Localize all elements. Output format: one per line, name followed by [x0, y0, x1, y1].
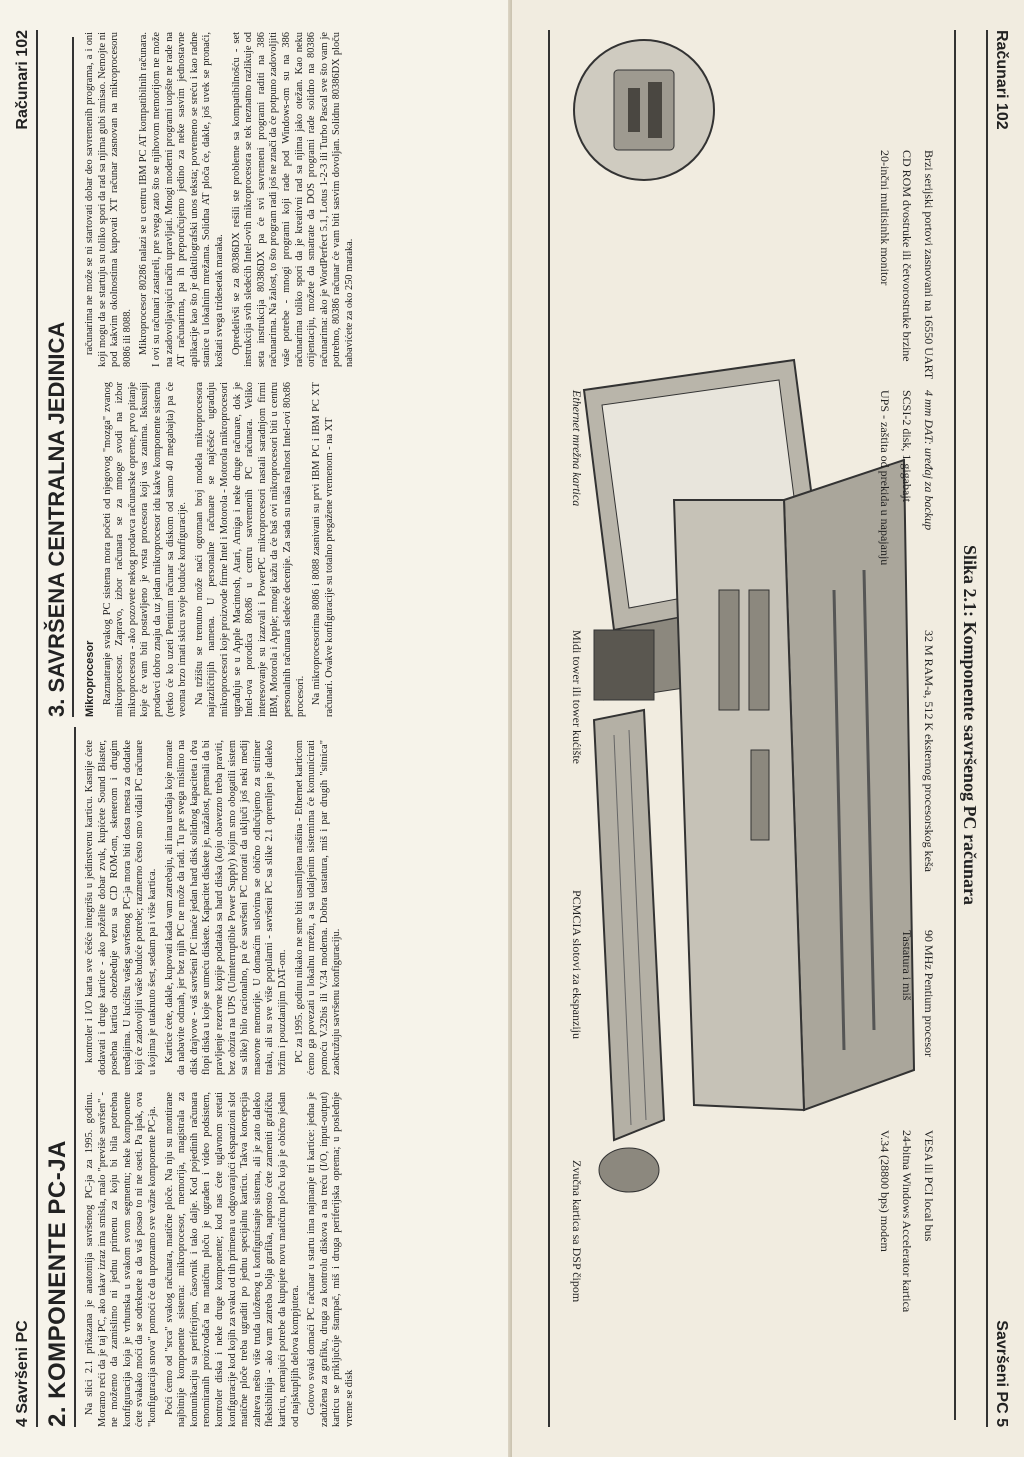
label-ram: 32 M RAM-a, 512 K eksternog procesorskog keša [922, 630, 936, 872]
paragraph: Opredelivši se za 80386DX rešili ste probleme sa kompatibilnošću - set instrukcija svih sledećih Intel-ovih mikroprocesora se tek neznatno razlikuje od seta instrukcija 80386DX pa će svi savremeni programi raditi na 386 računarima. Na žalost, to što program radi još ne znači da će potpuno zadovoljiti vaše potrebe - mnogi programi koji rade pod Windows-om su na 386 računarima toliko spori da je kreativni rad sa njima jako otežan. Kao neku orijentaciju, možete da smatrate da DOS programi rade solidno na 80386 računarima: ako je WordPerfect 5.1, Lotus 1-2-3 ili Turbo Pascal sve što vam je potrebno, 80386 računar će vam biti sasvim dovoljan. Solidnu 80386DX ploču nabavićete za oko 250 maraka. [230, 32, 355, 367]
label-keyboard-mouse: Tastatura i miš [900, 930, 914, 1001]
paragraph: Na mikroprocesorima 8086 i 8088 zasnivani su prvi IBM PC i IBM PC XT računari. Ovakve konfiguracije su totalno pregažene vremenom - na XT [311, 382, 335, 717]
mouse-illustration [599, 1148, 659, 1192]
left-folio-left: 4 Savršeni PC [14, 1320, 31, 1427]
left-folio-right: Računari 102 [14, 30, 31, 130]
figure-caption: Slika 2.1: Komponente savršenog PC računara [954, 30, 980, 1420]
right-page-content [512, 0, 1024, 1457]
right-page [512, 0, 1024, 1457]
left-page-folio [10, 30, 38, 1427]
paragraph: Poći ćemo od "srca" svakog računara, matične ploče. Na nju su montirane najbitnije komponente sistema: mikroprocesor, memorija, magistrala za komunikaciju sa periferijom, časovnik i tako dalje. Kod pojedinih računara renomiranih proizvođača na matičnu ploču je ugrađen i video podsistem, kontroler diska i neke druge komponente; kod nas ćete uglavnom sretati konfiguracije kod kojih za svaku od tih primena u odgovarajući ekspanzioni slot matične ploče treba ugraditi po jednu specijalnu karticu. Takva koncepcija zahteva nešto više truda uloženog u konfigurisanje sistema, ali je zato daleko fleksibilnija - ako vam zatreba bolja grafika, naprosto ćete zameniti grafičku karticu, nemajući potrebe da kupujete novu matičnu ploču koja je obično jedan od najskupljih delova kompjutera. [163, 1092, 301, 1427]
paragraph: Gotovo svaki domaći PC računar u startu ima najmanje tri kartice: jedna je zadužena za grafiku, druga za kontrolu diskova a na treću (I/O, input-output) karticu se priključuje štampač, miš i druga periferijska oprema; u poslednje vreme se disk [306, 1092, 355, 1427]
label-ups: UPS - zaštita od prekida u napajanju [878, 390, 892, 566]
label-pentium: 90 MHz Pentium procesor [922, 930, 936, 1057]
right-folio-left: Računari 102 [993, 30, 1010, 130]
label-serial-ports: Brzi serijski portovi zasnovani na 16550 UART [922, 150, 936, 380]
label-local-bus: VESA ili PCI local bus [922, 1130, 936, 1242]
label-dat: 4 mm DAT: uređaj za backup [922, 390, 936, 531]
label-scsi-disk: SCSI-2 disk, 1 gigabajt [900, 390, 914, 503]
text-column-3 [84, 382, 479, 717]
label-ethernet: Ethernet mrežna kartica [570, 390, 584, 507]
paragraph: Na tržištu se trenutno može naći ogroman broj modela mikroprocesora najrazličitijih namena. U personalne računare se najčešće ugrađuju mikroprocesori koje proizvode firme Intel i Motorola - Motorola mikroprocesori ugrađuju se u Apple Macintosh, Atari, Amiga i neke druge računare, dok je Intel-ova porodica 80x86 u centru savremenih PC računara. Veliko interesovanje su izazvali i PowerPC mikroprocesori nastali saradnjom firmi IBM, Motorola i Apple; mnogi kažu da će baš ovi mikroprocesori biti u centru personalnih računara sledeće decenije. Za sada su naša realnost Intel-ovi 80x86 procesori. [193, 382, 306, 717]
keyboard-illustration [594, 710, 664, 1140]
label-modem: V.34 (28800 bps) modem [878, 1130, 892, 1252]
paragraph: računarima ne može se ni startovati dobar deo savremenih programa, a i oni koji mogu da se startuju su toliko spori da rad sa njima gubi smisao. Nemojte ni pod kakvim okolnostima kupovati XT računar zasnovan na mikroprocesoru 8086 ili 8088. [84, 32, 133, 367]
right-page-folio [986, 30, 1014, 1427]
section-title: 3. SAVRŠENA CENTRALNA JEDINICA [44, 37, 74, 717]
paragraph: Mikroprocesor 80286 nalazi se u centru IBM PC AT kompatibilnih računara. I ovi su računari zastareli, pre svega zato što se njihovom memorijom ne može na zadovoljavajući način upravljati. Mnogi moderni programi uopšte ne rade na AT računarima, pa ih preporučujemo jedino za neke sasvim jednostavne aplikacije kao što je daktilografski unos teksta; povremeno se sreću i kao radne stanice u lokalnim mrežama. Solidna AT ploča će, dakle, još uvek se pronaći, koštati svega tridesetak maraka. [138, 32, 225, 367]
right-folio-right: Savršeni PC 5 [993, 1320, 1010, 1427]
label-pcmcia: PCMCIA slotovi za ekspanziju [570, 890, 584, 1039]
label-windows-accelerator: 24-bitna Windows Accelerator kartica [900, 1130, 914, 1313]
paragraph: Razmatranje svakog PC sistema mora početi od njegovog "mozga" zvanog mikroprocesor. Zapravo, izbor računara se za mnoge svodi na izbor mikroprocesora - ako pozovete nekog prodavca računarske opreme, prvo pitanje koje će vam biti postavljeno je vrsta procesora koji vas zanima. Iskusniji prodavci dobro znaju da uz jedan mikroprocesor idu kakve komponente sistema (retko će ko uzeti Pentium računar sa diskom od samo 40 megabajta) pa će veoma brzo imati skicu svoje buduće konfiguracije. [101, 382, 189, 717]
label-tower-case: Midi tower ili tower kućište [570, 630, 584, 764]
pc-components-figure [564, 30, 944, 1420]
label-monitor: 20-inčni multisinhk monitor [878, 150, 892, 286]
serial-port-inset [574, 40, 714, 180]
paragraph: Kartice ćete, dakle, kupovati kada vam zatrebaju, ali ima uređaja koje morate da nabavite odmah, jer bez njih PC ne može da radi. Tu pre svega mislimo na disk drajvove - vaš savršeni PC imaće jedan hard disk solidnog kapaciteta i dva flopi diska u koje se umeću diskete. Kapacitet diskete je, nažalost, premali da bi pravljenje rezervne kopije podataka sa hard diska (koju obavezno treba praviti, bez obzira na UPS (Uninterruptible Power Supply) kojim smo obogatili sistem sa slike) bilo racionalno, pa će savršeni PC morati da uključi još neki medij masovne memorije. U domaćim uslovima se obično odlučujemo za striimer traku, ali su sve više popularni - savršeni PC sa slike 2.1 opremljen je daleko bržim i pouzdanijim DAT-om. [163, 740, 288, 1075]
paragraph: PC za 1995. godinu nikako ne sme biti usamljena mašina - Ethernet karticom ćemo ga povezati u lokalnu mrežu, a sa udaljenim sistemima će komunicirati pomoću V.32bis ili V.34 modema. Dobra tastatura, miš i par drugih "sitnica" zaokružuju savršenu konfiguraciju. [293, 740, 343, 1075]
right-page-bottom-rule [522, 30, 550, 1427]
paragraph: Na slici 2.1 prikazana je anatomija savršenog PC-ja za 1995. godinu. Moramo reći da je taj PC, ako takav izraz ima smisla, malo "previše savršen" - ne možemo da zamislimo ni jednu primenu za koju bi bila potrebna konfiguracija koja je vrhunska u svakom svom segmentu; neke komponente ćete svakako moći da se odreknete a da vaš posao to ni ne oseti. Pa ipak, ova "konfiguracija snova" pomoći će da upoznamo sve važne komponente PC-ja. [84, 1092, 158, 1427]
text-column-1 [84, 1092, 479, 1427]
chapter-title: 2. KOMPONENTE PC-JA [44, 727, 76, 1427]
paragraph: kontroler i I/O karta sve češće integrišu u jedinstvenu karticu. Kasnije ćete dodavati i druge kartice - ako poželite dobar zvuk, kupićete Sound Blaster, posebna kartica obezbeđuje vezu sa CD ROM-om, skenerom i drugim uređajima. U kućištu vašeg savršenog PC-ja mora biti dosta mesta za dodatke koji će zadovoljiti vaše buduće potrebe; razmerno često smo viđali PC računare u kojima je utaknuto šest, sedam pa i više kartica. [84, 740, 158, 1075]
subheading-mikroprocesor: Mikroprocesor [84, 640, 96, 717]
label-sound-card: Zvučna kartica sa DSP čipom [570, 1160, 584, 1303]
text-column-4 [84, 32, 479, 367]
speaker-illustration [594, 630, 654, 700]
label-cd-rom: CD ROM dvostrukе ili četvorostruke brzine [900, 150, 914, 362]
text-column-2 [84, 740, 479, 1075]
